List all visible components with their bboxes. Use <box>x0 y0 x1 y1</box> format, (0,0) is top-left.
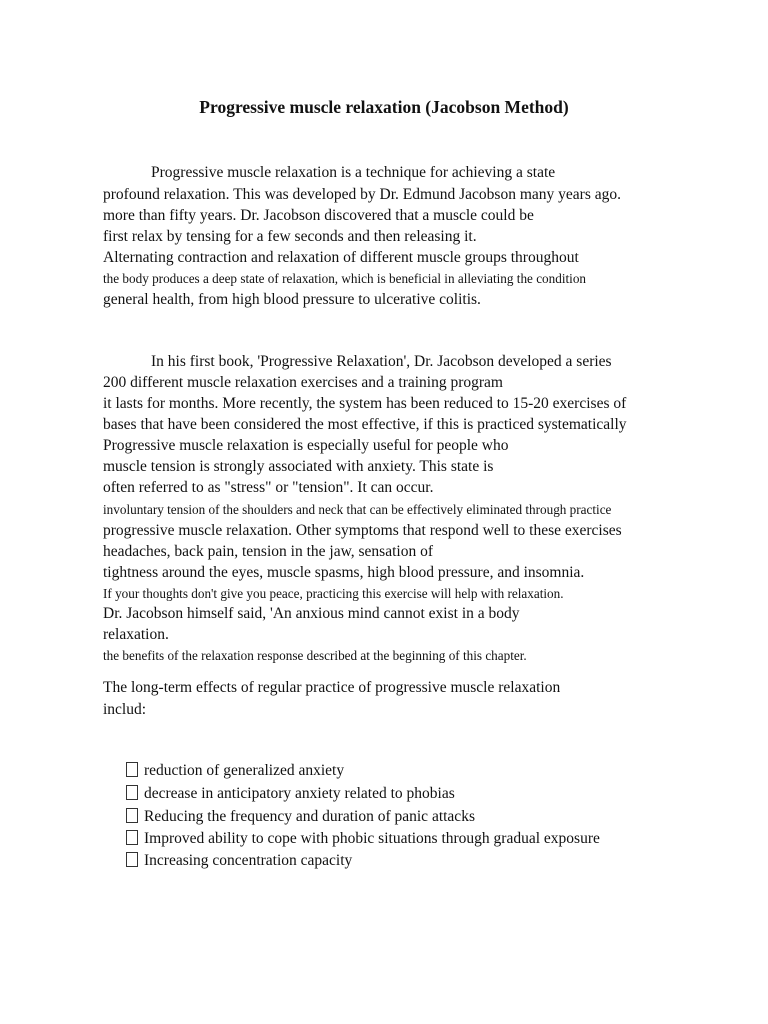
paragraph-1-line: Alternating contraction and relaxation of different muscle groups throughout <box>103 249 579 266</box>
effects-intro-line: The long-term effects of regular practice of progressive muscle relaxation <box>103 679 561 696</box>
paragraph-2-line: relaxation. <box>103 626 169 643</box>
paragraph-2-line: headaches, back pain, tension in the jaw, sensation of <box>103 543 433 560</box>
list-item-text: Improved ability to cope with phobic situations through gradual exposure <box>144 830 600 847</box>
list-item <box>126 784 455 804</box>
checkbox-glyph-icon <box>126 785 138 800</box>
paragraph-1-line: Progressive muscle relaxation is a technique for achieving a state <box>151 164 556 181</box>
effects-intro-line: includ: <box>103 701 147 718</box>
paragraph-2-line: Progressive muscle relaxation is especially useful for people who <box>103 437 509 454</box>
paragraph-2-line: involuntary tension of the shoulders and neck that can be effectively eliminated through practice <box>103 502 612 517</box>
paragraph-2-line: it lasts for months. More recently, the system has been reduced to 15-20 exercises of <box>103 395 627 412</box>
checkbox-glyph-icon <box>126 808 138 823</box>
list-item <box>126 851 352 871</box>
paragraph-1-line: more than fifty years. Dr. Jacobson discovered that a muscle could be <box>103 207 534 224</box>
paragraph-2-line: bases that have been considered the most effective, if this is practiced systematically <box>103 416 627 433</box>
list-item <box>126 761 344 781</box>
list-item <box>126 829 600 849</box>
paragraph-1-line: profound relaxation. This was developed by Dr. Edmund Jacobson many years ago. <box>103 186 621 203</box>
paragraph-2-line: If your thoughts don't give you peace, practicing this exercise will help with relaxation. <box>103 586 564 601</box>
paragraph-2-line: tightness around the eyes, muscle spasms, high blood pressure, and insomnia. <box>103 564 585 581</box>
list-item <box>126 807 475 827</box>
list-item-text: Reducing the frequency and duration of panic attacks <box>144 808 475 825</box>
checkbox-glyph-icon <box>126 762 138 777</box>
paragraph-1-line: general health, from high blood pressure to ulcerative colitis. <box>103 291 481 308</box>
paragraph-2-line: the benefits of the relaxation response described at the beginning of this chapter. <box>103 648 527 663</box>
page-title: Progressive muscle relaxation (Jacobson Method) <box>199 97 569 117</box>
list-item-text: reduction of generalized anxiety <box>144 762 345 779</box>
paragraph-2-line: often referred to as "stress" or "tension". It can occur. <box>103 479 434 496</box>
paragraph-2-line: progressive muscle relaxation. Other symptoms that respond well to these exercises <box>103 522 622 539</box>
paragraph-2-line: Dr. Jacobson himself said, 'An anxious mind cannot exist in a body <box>103 605 520 622</box>
checkbox-glyph-icon <box>126 830 138 845</box>
paragraph-2-line: In his first book, 'Progressive Relaxation', Dr. Jacobson developed a series <box>151 353 612 370</box>
paragraph-2-line: muscle tension is strongly associated with anxiety. This state is <box>103 458 494 475</box>
list-item-text: decrease in anticipatory anxiety related to phobias <box>144 785 455 802</box>
paragraph-1-line: first relax by tensing for a few seconds and then releasing it. <box>103 228 477 245</box>
list-item-text: Increasing concentration capacity <box>144 852 353 869</box>
paragraph-2-line: 200 different muscle relaxation exercises and a training program <box>103 374 503 391</box>
paragraph-1-line: the body produces a deep state of relaxation, which is beneficial in alleviating the condition <box>103 271 587 286</box>
checkbox-glyph-icon <box>126 852 138 867</box>
